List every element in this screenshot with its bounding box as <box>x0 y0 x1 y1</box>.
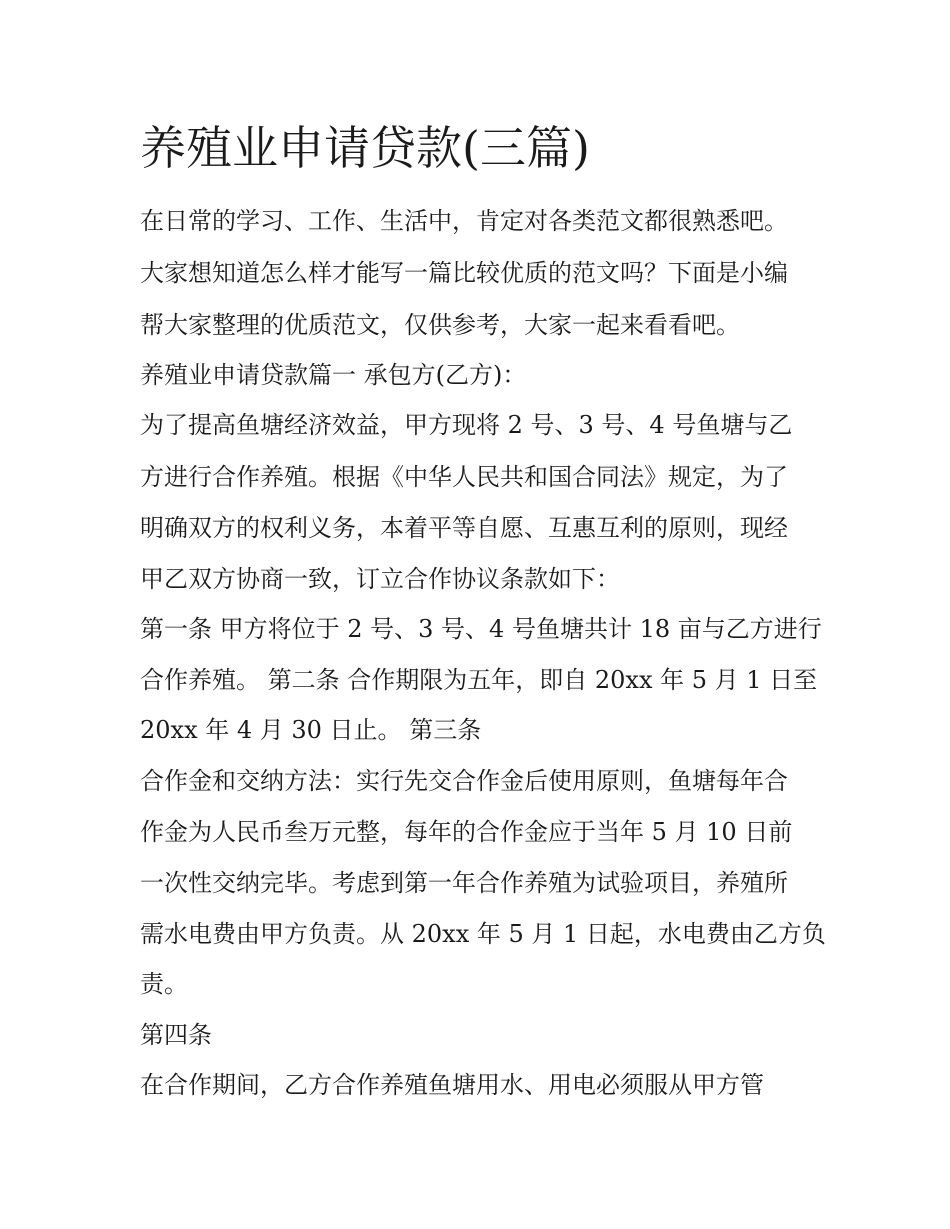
paragraph-line: 在日常的学习、工作、生活中，肯定对各类范文都很熟悉吧。 <box>140 207 788 235</box>
paragraph-line: 需水电费由甲方负责。从 20xx 年 5 月 1 日起，水电费由乙方负 <box>140 920 826 948</box>
section-heading: 第四条 <box>140 1021 212 1049</box>
paragraph-line: 明确双方的权利义务，本着平等自愿、互惠互利的原则，现经 <box>140 514 788 542</box>
paragraph-line: 责。 <box>140 970 188 998</box>
paragraph-line: 一次性交纳完毕。考虑到第一年合作养殖为试验项目，养殖所 <box>140 869 788 897</box>
document-title: 养殖业申请贷款(三篇) <box>140 121 590 175</box>
paragraph-line: 合作养殖。 第二条 合作期限为五年，即自 20xx 年 5 月 1 日至 <box>140 666 818 694</box>
paragraph-line: 20xx 年 4 月 30 日止。 第三条 <box>140 716 482 744</box>
paragraph-line: 方进行合作养殖。根据《中华人民共和国合同法》规定，为了 <box>140 463 788 491</box>
paragraph-line: 在合作期间，乙方合作养殖鱼塘用水、用电必须服从甲方管 <box>140 1071 764 1099</box>
paragraph-line: 养殖业申请贷款篇一 承包方(乙方)： <box>140 361 527 389</box>
paragraph-line: 为了提高鱼塘经济效益，甲方现将 2 号、3 号、4 号鱼塘与乙 <box>140 411 793 439</box>
paragraph-line: 甲乙双方协商一致，订立合作协议条款如下： <box>140 565 620 593</box>
paragraph-line: 第一条 甲方将位于 2 号、3 号、4 号鱼塘共计 18 亩与乙方进行 <box>140 615 822 643</box>
paragraph-line: 合作金和交纳方法：实行先交合作金后使用原则，鱼塘每年合 <box>140 767 788 795</box>
paragraph-line: 作金为人民币叁万元整，每年的合作金应于当年 5 月 10 日前 <box>140 818 793 846</box>
paragraph-line: 帮大家整理的优质范文，仅供参考，大家一起来看看吧。 <box>140 311 740 339</box>
paragraph-line: 大家想知道怎么样才能写一篇比较优质的范文吗？下面是小编 <box>140 259 788 287</box>
